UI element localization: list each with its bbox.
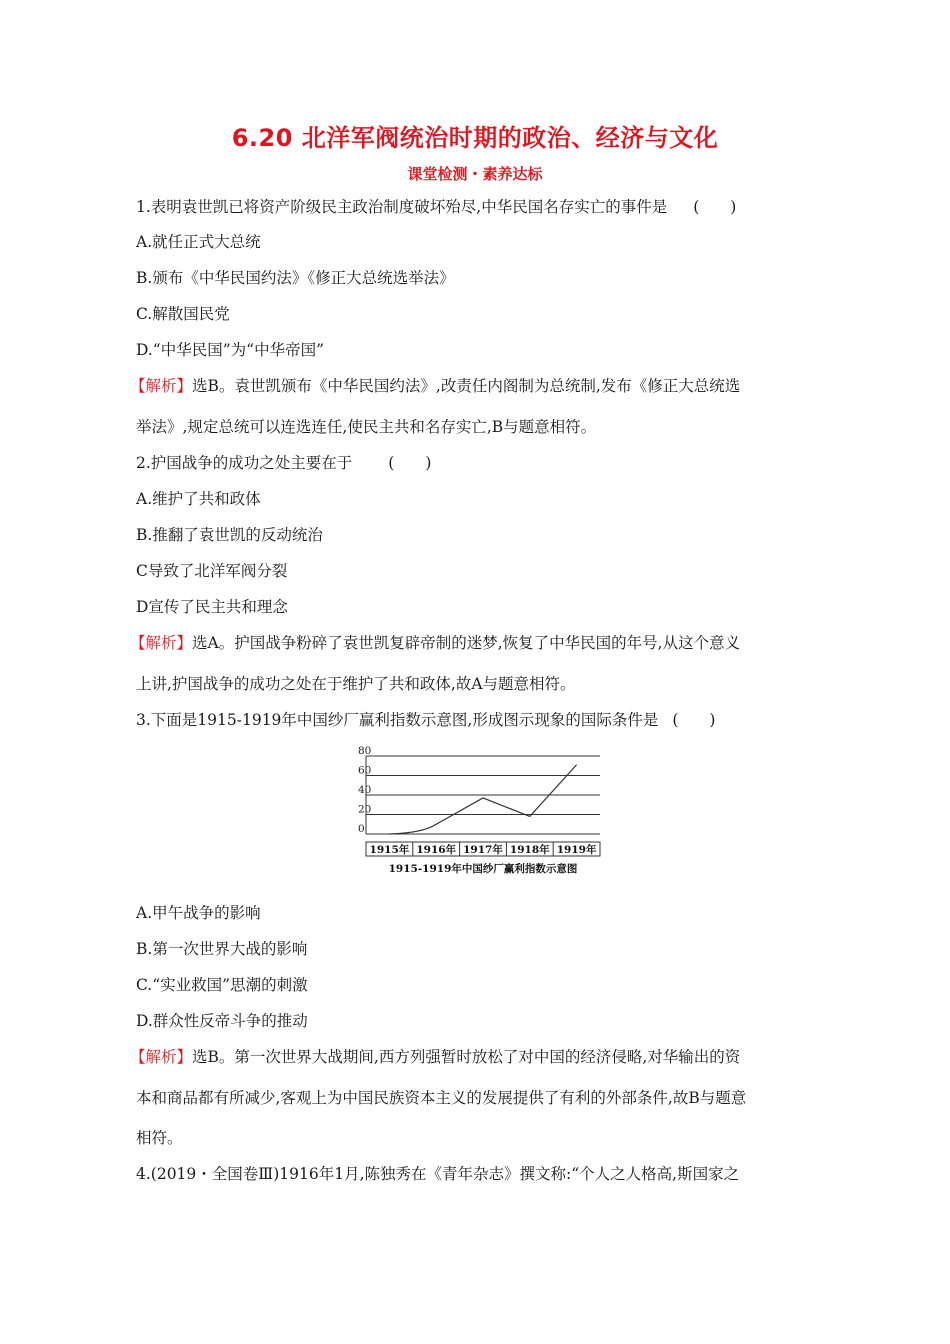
question-2-analysis-cont: 上讲,护国战争的成功之处在于维护了共和政体,故A与题意相符。 <box>136 675 576 693</box>
question-3-text: 3.下面是1915-1919年中国纱厂赢利指数示意图,形成图示现象的国际条件是 <box>136 711 659 729</box>
x-tick-label: 1915年 <box>369 844 410 856</box>
question-1-option-d: D.“中华民国”为“中华帝国” <box>136 341 324 359</box>
question-1-option-a: A.就任正式大总统 <box>136 233 261 251</box>
question-3-analysis <box>130 1047 820 1067</box>
answer-paren: ( ) <box>693 198 737 216</box>
question-2-option-b: B.推翻了袁世凯的反动统治 <box>136 526 323 544</box>
question-3-option-b: B.第一次世界大战的影响 <box>136 940 308 958</box>
analysis-text: 选A。护国战争粉碎了袁世凯复辟帝制的迷梦,恢复了中华民国的年号,从这个意义 <box>192 634 741 652</box>
analysis-text: 选B。第一次世界大战期间,西方列强暂时放松了对中国的经济侵略,对华输出的资 <box>192 1048 741 1066</box>
page-title: 6.20 北洋军阀统治时期的政治、经济与文化 <box>231 124 719 152</box>
question-2-option-a: A.维护了共和政体 <box>136 490 261 508</box>
question-1-stem <box>136 197 826 217</box>
y-tick-label: 0 <box>358 823 365 835</box>
question-3-analysis-cont: 本和商品都有所减少,客观上为中国民族资本主义的发展提供了有利的外部条件,故B与题意 <box>136 1089 747 1107</box>
x-tick-label: 1917年 <box>463 844 503 856</box>
analysis-tag: 【解析】 <box>130 634 193 652</box>
answer-paren: ( ) <box>672 711 716 729</box>
x-tick-label: 1916年 <box>416 844 457 856</box>
question-2-option-c: C导致了北洋军阀分裂 <box>136 562 288 580</box>
question-2-analysis <box>130 633 820 653</box>
y-tick-label: 20 <box>358 803 372 816</box>
question-2-text: 2.护国战争的成功之处主要在于 <box>136 454 353 472</box>
question-3-stem <box>136 710 826 730</box>
question-1-option-b: B.颁布《中华民国约法》《修正大总统选举法》 <box>136 269 455 287</box>
analysis-tag: 【解析】 <box>130 1048 193 1066</box>
question-1-analysis <box>130 376 820 396</box>
question-1-option-c: C.解散国民党 <box>136 305 230 323</box>
analysis-tag: 【解析】 <box>130 377 193 395</box>
answer-paren: ( ) <box>388 454 432 472</box>
question-3-option-a: A.甲午战争的影响 <box>136 904 261 922</box>
profit-index-chart <box>356 746 606 878</box>
y-tick-label: 60 <box>358 764 372 777</box>
question-4-stem: 4.(2019・全国卷Ⅲ)1916年1月,陈独秀在《青年杂志》撰文称:“个人之人格高,斯国家之 <box>136 1165 740 1183</box>
y-tick-label: 40 <box>358 784 372 796</box>
y-tick-label: 80 <box>358 746 372 757</box>
x-tick-label: 1919年 <box>556 844 597 856</box>
question-3-option-c: C.“实业救国”思潮的刺激 <box>136 976 308 994</box>
question-3-option-d: D.群众性反帝斗争的推动 <box>136 1012 308 1030</box>
chart-title: 1915-1919年中国纱厂赢利指数示意图 <box>388 863 578 875</box>
question-1-analysis-cont: 举法》,规定总统可以连选连任,使民主共和名存实亡,B与题意相符。 <box>136 418 597 436</box>
x-tick-label: 1918年 <box>509 844 550 856</box>
analysis-text: 选B。袁世凯颁布《中华民国约法》,改责任内阁制为总统制,发布《修正大总统选 <box>192 377 741 395</box>
question-2-stem <box>136 453 826 473</box>
question-2-option-d: D宣传了民主共和理念 <box>136 598 288 616</box>
question-1-text: 1.表明袁世凯已将资产阶级民主政治制度破坏殆尽,中华民国名存实亡的事件是 <box>136 198 668 216</box>
section-subtitle: 课堂检测・素养达标 <box>407 165 543 183</box>
question-3-analysis-end: 相符。 <box>136 1129 183 1147</box>
